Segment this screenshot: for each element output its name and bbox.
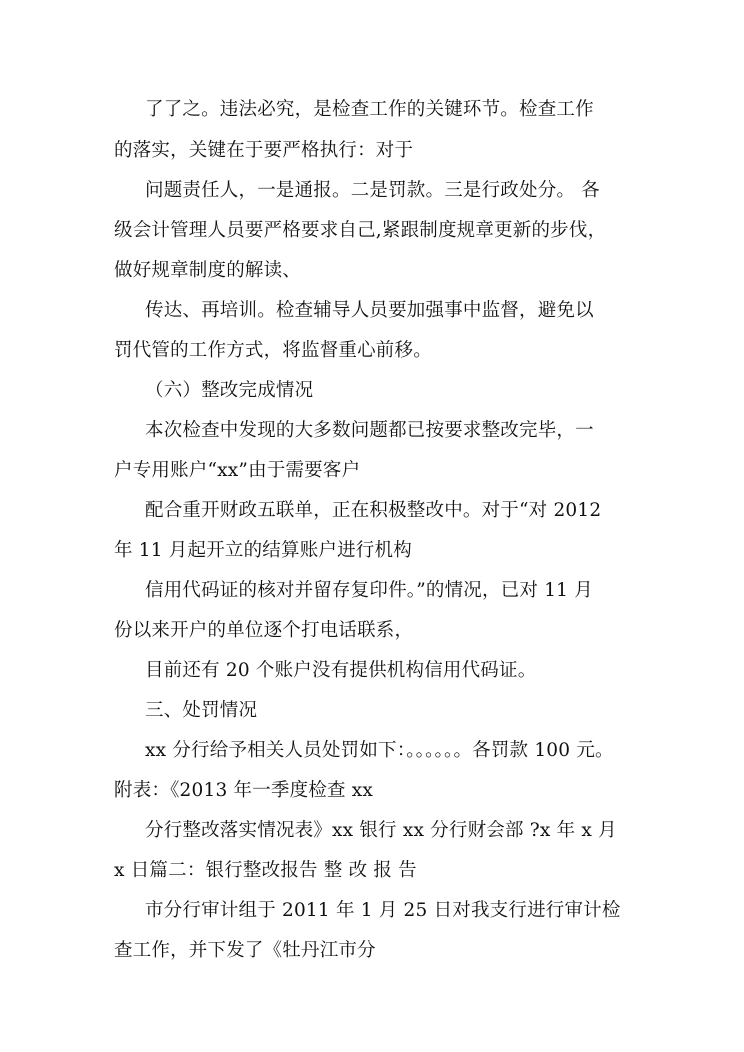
text-line: 户专用账户“xx”由于需要客户	[114, 460, 361, 481]
text-line: 配合重开财政五联单，正在积极整改中。对于“对 2012	[145, 500, 602, 521]
text-line: 本次检查中发现的大多数问题都已按要求整改完毕，一	[145, 420, 594, 441]
text-line: 年 11 月起开立的结算账户进行机构	[114, 540, 412, 561]
text-line: 罚代管的工作方式，将监督重心前移。	[114, 340, 432, 361]
text-line: 查工作，并下发了《牡丹江市分	[114, 940, 376, 961]
text-line: 分行整改落实情况表》xx 银行 xx 分行财会部 ?x 年 x 月	[145, 820, 617, 841]
text-line: 的落实，关键在于要严格执行：对于	[114, 140, 414, 161]
text-line: 份以来开户的单位逐个打电话联系，	[114, 620, 414, 641]
section-heading: 三、处罚情况	[145, 700, 258, 721]
text-line: 目前还有 20 个账户没有提供机构信用代码证。	[145, 660, 537, 681]
text-line: 附表：《2013 年一季度检查 xx	[114, 780, 374, 801]
text-line: 了了之。违法必究，是检查工作的关键环节。检查工作	[145, 99, 594, 120]
text-line: 级会计管理人员要严格要求自己,紧跟制度规章更新的步伐，	[114, 220, 607, 241]
text-line: x 日篇二：银行整改报告 整 改 报 告	[114, 860, 417, 881]
text-line: 市分行审计组于 2011 年 1 月 25 日对我支行进行审计检	[145, 900, 621, 921]
text-line: 问题责任人，一是通报。二是罚款。三是行政处分。 各	[145, 180, 600, 201]
text-line: xx 分行给予相关人员处罚如下：。。。。。。各罚款 100 元。	[145, 740, 614, 761]
text-line: 传达、再培训。检查辅导人员要加强事中监督，避免以	[145, 300, 594, 321]
section-heading: （六）整改完成情况	[145, 380, 314, 401]
text-line: 做好规章制度的解读、	[114, 260, 302, 281]
text-line: 信用代码证的核对并留存复印件。”的情况，已对 11 月	[145, 580, 593, 601]
